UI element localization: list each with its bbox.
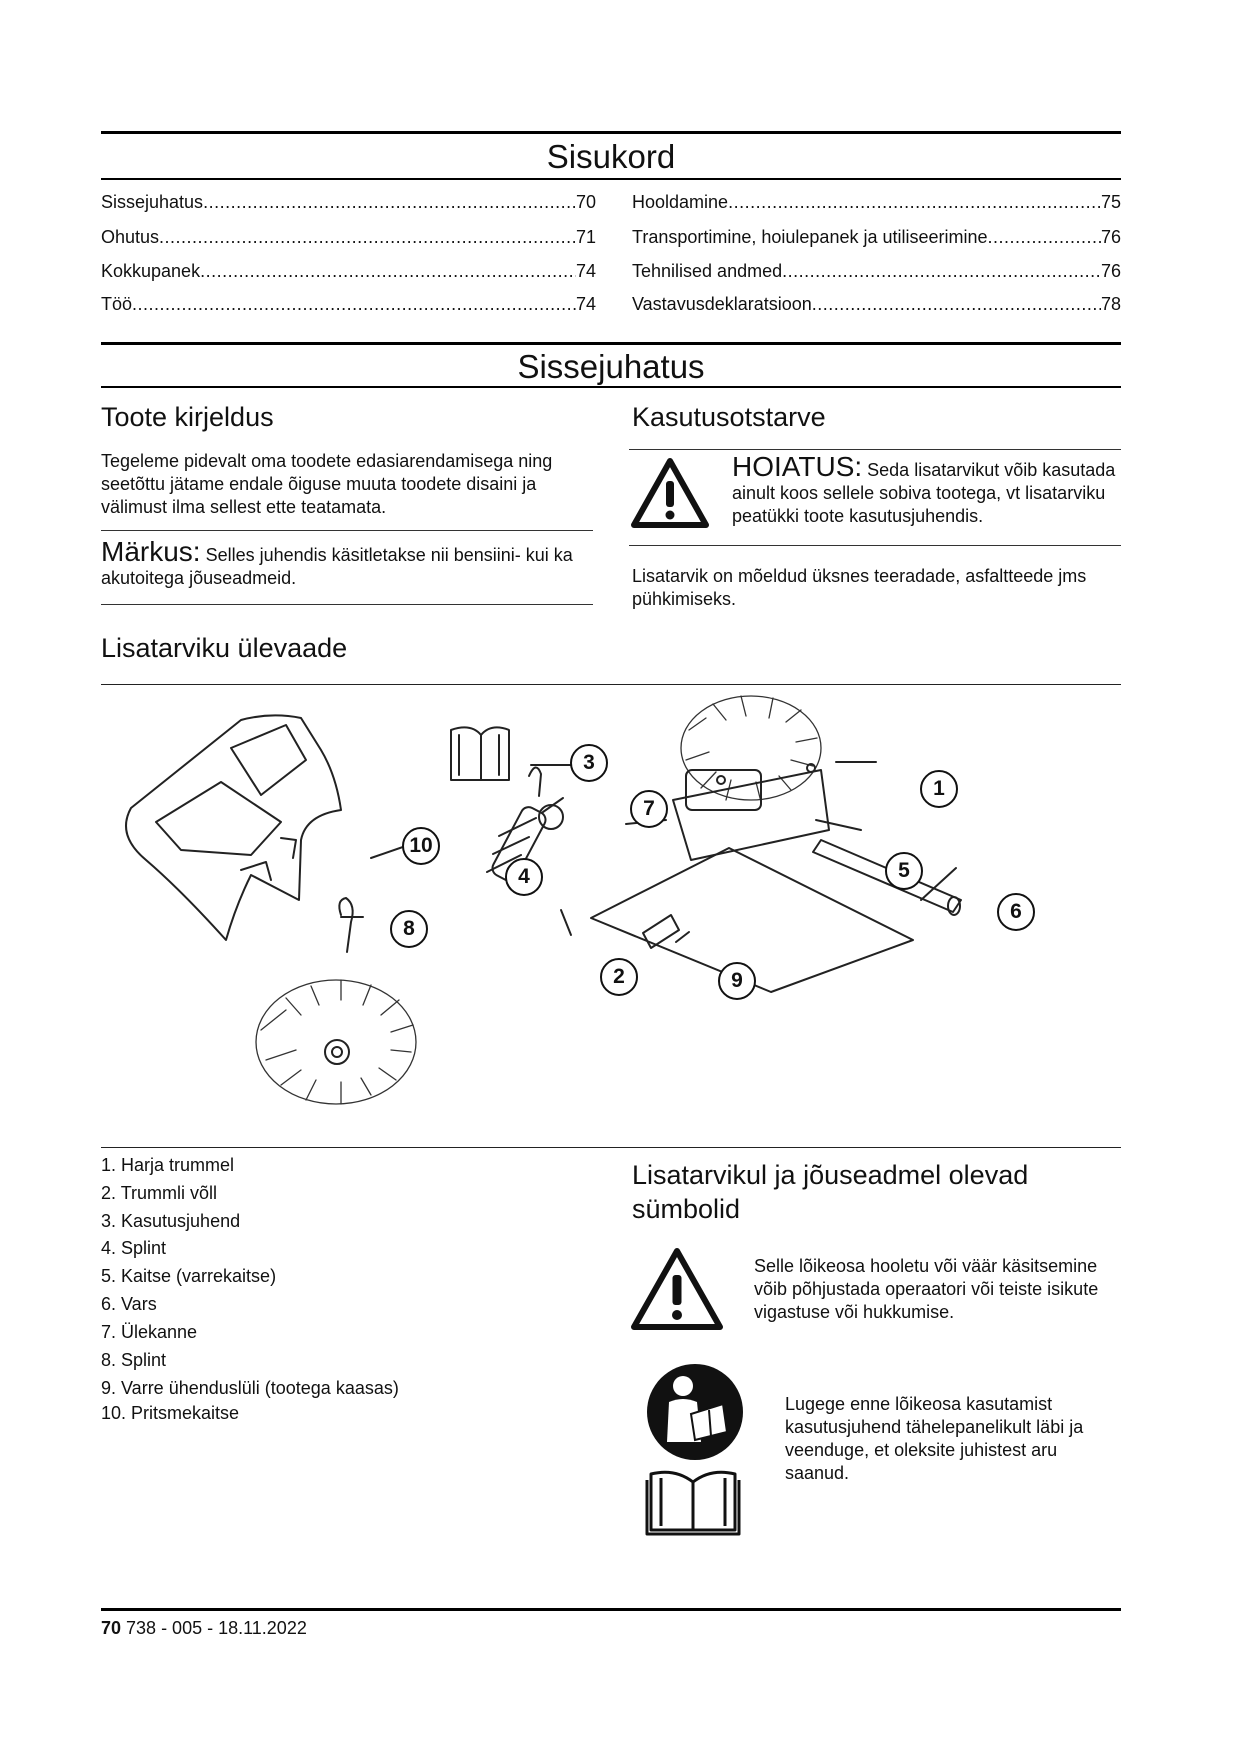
page-footer: [101, 1618, 307, 1639]
callout-7: 7: [630, 790, 668, 828]
toc-entry[interactable]: [632, 227, 1121, 248]
warning-triangle-icon: [629, 455, 711, 531]
product-desc-heading: Toote kirjeldus: [101, 402, 274, 432]
divider: [101, 684, 1121, 685]
callout-1: 1: [920, 770, 958, 808]
toc-entry-page: 70: [575, 192, 596, 212]
toc-entry-page: 74: [575, 261, 596, 281]
list-item: 10. Pritsmekaitse: [101, 1403, 240, 1423]
list-item: 5. Kaitse (varrekaitse): [101, 1266, 277, 1286]
callout-8: 8: [390, 910, 428, 948]
toc-entry-label: Sissejuhatus: [101, 192, 204, 212]
symbol-manual-text: Lugege enne lõikeosa kasutamist kasutusjuhend tähelepanelikult läbi ja veenduge, et oleksite juhistest aru saanud.: [785, 1394, 1084, 1483]
intended-use-text: Lisatarvik on mõeldud üksnes teeradade, asfaltteede jms pühkimiseks.: [632, 566, 1087, 609]
note-text: Selles juhendis käsitletakse nii bensiini- kui ka akutoitega jõuseadmeid.: [101, 545, 573, 588]
page-number: 70: [101, 1618, 122, 1638]
intended-use-heading: Kasutusotstarve: [632, 402, 826, 432]
divider: [629, 449, 1121, 450]
symbols-heading: Lisatarvikul ja jõuseadmel olevad sümbolid: [632, 1160, 1029, 1224]
divider: [101, 530, 593, 531]
overview-heading: Lisatarviku ülevaade: [101, 633, 348, 663]
callout-2: 2: [600, 958, 638, 996]
intro-title: Sissejuhatus: [517, 348, 705, 385]
intro-top-rule: [101, 342, 1121, 345]
toc-entry[interactable]: [101, 294, 596, 315]
toc-top-rule: [101, 131, 1121, 134]
footer-rule: [101, 1608, 1121, 1611]
warning-block: [732, 451, 1124, 528]
doc-info: 738 - 005 - 18.11.2022: [121, 1618, 307, 1638]
toc-entry-page: 76: [1100, 261, 1121, 281]
callout-9: 9: [718, 962, 756, 1000]
callout-5: 5: [885, 852, 923, 890]
callout-10: 10: [402, 827, 440, 865]
toc-entry[interactable]: [101, 261, 596, 282]
toc-entry[interactable]: [101, 192, 596, 213]
toc-entry-page: 78: [1100, 294, 1121, 314]
toc-entry-label: Vastavusdeklaratsioon: [632, 294, 812, 314]
list-item: 6. Vars: [101, 1294, 157, 1314]
read-manual-icon: [645, 1362, 745, 1462]
accessory-overview-illustration: [101, 690, 1121, 1140]
toc-entry-label: Kokkupanek: [101, 261, 201, 281]
divider: [101, 604, 593, 605]
toc-entry-label: Hooldamine: [632, 192, 729, 212]
list-item: 4. Splint: [101, 1238, 167, 1258]
toc-entry-page: 76: [1100, 227, 1121, 247]
toc-entry[interactable]: [632, 294, 1121, 315]
divider: [101, 1147, 1121, 1148]
toc-entry-label: Tehnilised andmed: [632, 261, 783, 281]
toc-title-rule: [101, 178, 1121, 180]
toc-entry[interactable]: [632, 261, 1121, 282]
symbol-warning-text: Selle lõikeosa hooletu või väär käsitsemine võib põhjustada operaatori või teiste isikute vigastuse või hukkumise.: [754, 1256, 1099, 1322]
warning-triangle-icon: [628, 1245, 726, 1333]
list-item: 9. Varre ühenduslüli (tootega kaasas): [101, 1378, 399, 1398]
toc-entry[interactable]: [632, 192, 1121, 213]
list-item: 1. Harja trummel: [101, 1155, 235, 1175]
note-block: [101, 536, 593, 590]
toc-entry-label: Ohutus: [101, 227, 160, 247]
warning-text: Seda lisatarvikut võib kasutada ainult koos sellele sobiva tootega, vt lisatarviku peatükki toote kasutusjuhendis.: [732, 460, 1116, 526]
toc-title: Sisukord: [546, 138, 676, 175]
toc-entry-label: Töö: [101, 294, 133, 314]
toc-entry-page: 71: [575, 227, 596, 247]
list-item: 3. Kasutusjuhend: [101, 1211, 241, 1231]
toc-entry[interactable]: [101, 227, 596, 248]
list-item: 2. Trummli võll: [101, 1183, 218, 1203]
list-item: 7. Ülekanne: [101, 1322, 198, 1342]
manual-book-icon: [645, 1470, 741, 1536]
divider: [629, 545, 1121, 546]
callout-3: 3: [570, 744, 608, 782]
toc-entry-page: 75: [1100, 192, 1121, 212]
product-desc-text: Tegeleme pidevalt oma toodete edasiarendamisega ning seetõttu jätame endale õiguse muuta toodete disaini ja välimust ilma sellest ette teatamata.: [101, 451, 553, 517]
warning-label: HOIATUS:: [732, 451, 863, 482]
toc-entry-page: 74: [575, 294, 596, 314]
intro-title-rule: [101, 386, 1121, 388]
list-item: 8. Splint: [101, 1350, 167, 1370]
note-label: Märkus:: [101, 536, 201, 567]
callout-6: 6: [997, 893, 1035, 931]
toc-entry-label: Transportimine, hoiulepanek ja utiliseerimine: [632, 227, 988, 247]
callout-4: 4: [505, 858, 543, 896]
